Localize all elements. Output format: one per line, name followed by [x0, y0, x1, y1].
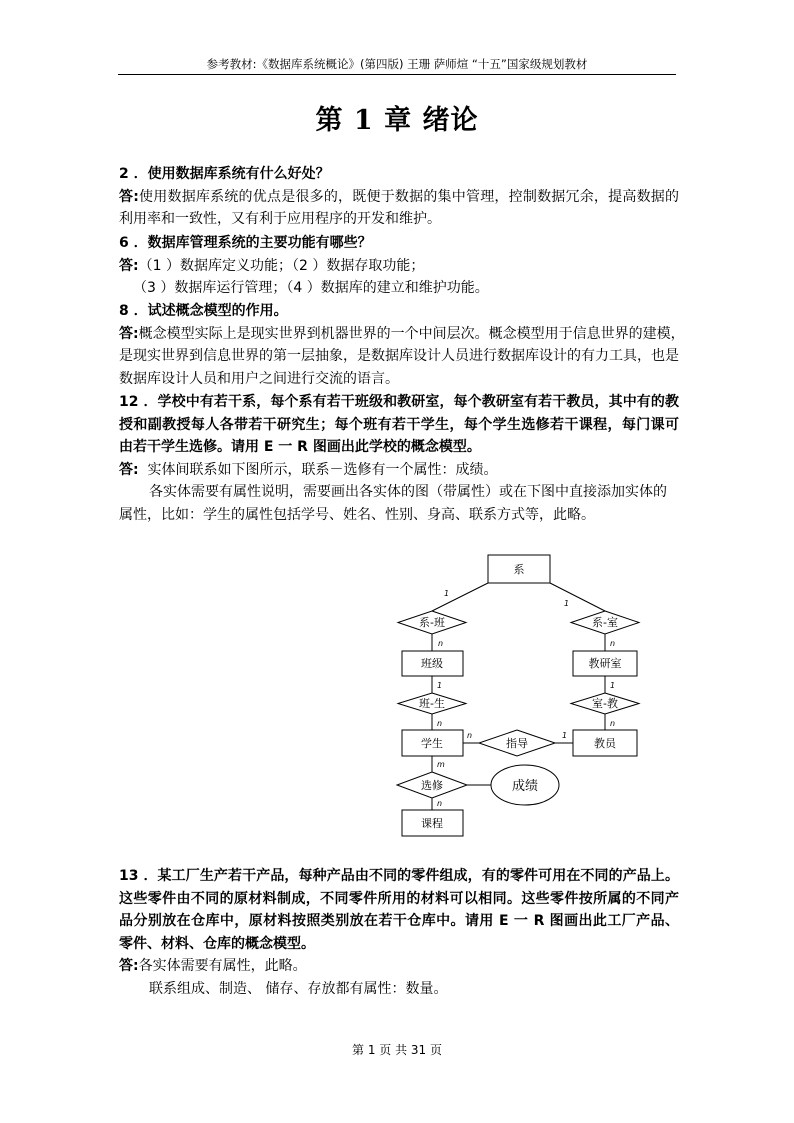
answer-8-line-1: 概念模型实际上是现实世界到机器世界的一个中间层次。概念模型用于信息世界的建模， — [138, 325, 685, 342]
answer-2-line-2: 利用率和一致性，又有利于应用程序的开发和维护。 — [119, 211, 441, 227]
entity-student: 学生 — [421, 737, 443, 750]
entity-class: 班级 — [421, 657, 443, 670]
question-13-line-2: 这些零件由不同的原材料制成，不同零件所用的材料可以相同。这些零件按所属的不同产 — [119, 890, 679, 907]
relationship-dept-office: 系-室 — [592, 616, 618, 629]
answer-12-line-1: 实体间联系如下图所示，联系－选修有一个属性：成绩。 — [147, 461, 498, 478]
answer-6-line-2: （3 ）数据库运行管理；（4 ）数据库的建立和维护功能。 — [133, 280, 489, 296]
question-12-block — [119, 391, 679, 526]
answer-12-line-2: 各实体需要有属性说明，需要画出各实体的图（带属性）或在下图中直接添加实体的 — [149, 484, 667, 500]
relationship-dept-class: 系-班 — [419, 616, 445, 629]
answer-label: 答: — [119, 188, 139, 205]
entity-office: 教研室 — [588, 657, 622, 670]
question-12-line-1: 12 ．学校中有若干系，每个系有若干班级和教研室，每个教研室有若干教员，其中有的教 — [119, 394, 679, 410]
cardinality-label: n — [610, 719, 616, 728]
question-13-line-1: 13 ．某工厂生产若干产品，每种产品由不同的零件组成，有的零件可用在不同的产品上。 — [119, 868, 679, 884]
question-13-block — [119, 865, 679, 1000]
question-12-line-3: 由若干学生选修。请用 E 一 R 图画出此学校的概念模型。 — [119, 439, 481, 455]
cardinality-label: 1 — [562, 731, 568, 740]
answer-2-line-1: 使用数据库系统的优点是很多的，既便于数据的集中管理，控制数据冗余，提高数据的 — [138, 188, 680, 205]
chapter-title: 第 1 章 绪论 — [315, 105, 479, 136]
question-6-block — [119, 232, 679, 300]
answer-8-line-3: 数据库设计人员和用户之间进行交流的语言。 — [119, 370, 399, 387]
answer-13-line-2: 联系组成、制造、 储存、存放都有属性：数量。 — [149, 980, 448, 997]
cardinality-label: 1 — [610, 681, 616, 690]
entity-dept: 系 — [513, 563, 525, 576]
answer-12-line-3: 属性，比如：学生的属性包括学号、姓名、性别、身高、联系方式等，此略。 — [119, 506, 595, 523]
cardinality-label: n — [437, 799, 443, 808]
answer-6-line-1: （1 ）数据库定义功能；（2 ）数据存取功能； — [138, 257, 425, 274]
question-8-block — [119, 300, 685, 390]
relationship-enroll: 选修 — [421, 779, 443, 792]
cardinality-label: n — [467, 731, 473, 740]
attribute-grade: 成绩 — [511, 779, 539, 794]
entity-course: 课程 — [421, 817, 443, 830]
relationship-office-teacher: 室-教 — [592, 697, 618, 710]
question-8: 8 ．试述概念模型的作用。 — [119, 303, 288, 319]
cardinality-label: n — [437, 719, 443, 728]
question-2: 2 ．使用数据库系统有什么好处？ — [119, 166, 330, 182]
question-2-block — [119, 163, 679, 231]
cardinality-label: 1 — [444, 589, 450, 598]
answer-label: 答: — [119, 325, 139, 342]
running-header: 参考教材:《数据库系统概论》(第四版) 王珊 萨师煊 “十五”国家级规划教材 — [118, 56, 676, 75]
answer-label: 答: — [119, 958, 139, 974]
question-13-line-3: 品分别放在仓库中，原材料按照类别放在若干仓库中。请用 E 一 R 图画出此工厂产品、 — [119, 913, 679, 929]
question-13-line-4: 零件、材料、仓库的概念模型。 — [119, 935, 315, 952]
cardinality-label: n — [438, 639, 444, 648]
cardinality-label: n — [610, 639, 616, 648]
entity-teacher: 教员 — [594, 737, 616, 750]
question-12-line-2: 授和副教授每人各带若干研究生；每个班有若干学生，每个学生选修若干课程，每门课可 — [119, 416, 679, 433]
question-6: 6 ．数据库管理系统的主要功能有哪些？ — [119, 235, 372, 251]
answer-8-line-2: 是现实世界到信息世界的第一层抽象，是数据库设计人员进行数据库设计的有力工具，也是 — [119, 348, 679, 364]
cardinality-label: m — [437, 760, 445, 769]
answer-label: 答: — [119, 257, 139, 274]
relationship-guide: 指导 — [506, 737, 528, 750]
relationship-class-student: 班-生 — [419, 697, 445, 710]
page-footer: 第 1 页 共 31 页 — [352, 1043, 442, 1057]
cardinality-label: 1 — [437, 681, 443, 690]
cardinality-label: 1 — [564, 599, 570, 608]
answer-label: 答: — [119, 461, 139, 478]
answer-13-line-1: 各实体需要有属性，此略。 — [138, 958, 307, 974]
